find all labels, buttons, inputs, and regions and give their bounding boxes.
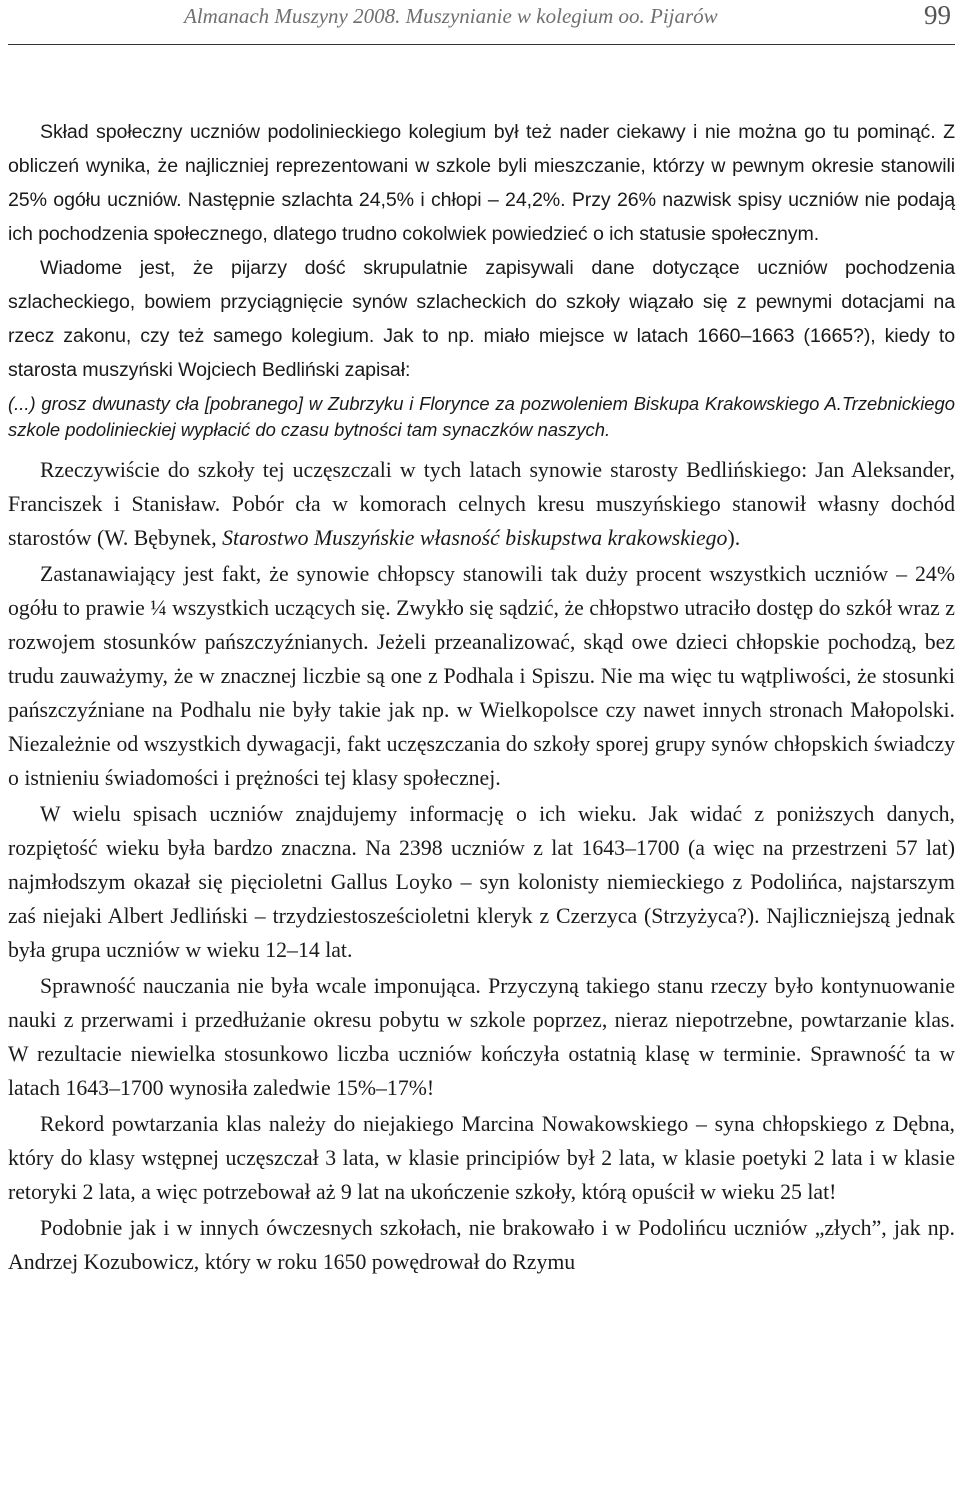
paragraph-social-composition: Skład społeczny uczniów podolinieckiego kolegium był też nader ciekawy i nie można go tu pominąć. Z obliczeń wynika, że najliczniej reprezentowani w szkole byli mieszczanie, którzy w pewnym okresie stanowili 25% ogółu uczniów. Następnie szlachta 24,5% i chłopi – 24,2%. Przy 26% nazwisk spisy uczniów nie podają ich pochodzenia społecznego, dlatego trudno cokolwiek powiedzieć o ich statusie społecznym. [8,121,955,245]
paragraph-bedlinski-sons-start: Rzeczywiście do szkoły tej uczęszczali w tych latach synowie starosty Bedlińskiego: Jan Aleksander, Franciszek i Stanisław. Pobór cła w komorach celnych kresu muszyńskiego stanowił własny dochód starostów (W. Bębynek, [8,458,955,550]
paragraph-bad-students: Podobnie jak i w innych ówczesnych szkołach, nie brakowało i w Podolińcu uczniów „złych”, jak np. Andrzej Kozubowicz, który w roku 1650 powędrował do Rzymu [8,1216,955,1274]
paragraph-peasant-sons: Zastanawiający jest fakt, że synowie chłopscy stanowili tak duży procent wszystkich uczniów – 24% ogółu to prawie ¼ wszystkich uczących się. Zwykło się sądzić, że chłopstwo utraciło dostęp do szkół wraz z rozwojem stosunków pańszczyźnianych. Jeżeli przeanalizować, skąd owe dzieci chłopskie pochodzą, bez trudu zauważymy, że w znacznej liczbie są one z Podhala i Spiszu. Nie ma więc tu wątpliwości, że stosunki pańszczyźniane na Podhalu nie były takie jak np. w Wielkopolsce czy nawet innych stronach Małopolski. Niezależnie od wszystkich dywagacji, fakt uczęszczania do szkoły sporej grupy synów chłopskich świadczy o istnieniu świadomości i prężności tej klasy społecznej. [8,562,955,790]
paragraph-student-age: W wielu spisach uczniów znajdujemy informację o ich wieku. Jak widać z poniższych danych, rozpiętość wieku była bardzo znaczna. Na 2398 uczniów z lat 1643–1700 (a więc na przestrzeni 57 lat) najmłodszym okazał się pięcioletni Gallus Loyko – syn kolonisty niemieckiego z Podolińca, najstarszym zaś niejaki Albert Jedliński – trzydziestosześcioletni kleryk z Czerzyca (Strzyżyca?). Najliczniejszą jednak była grupa uczniów w wieku 12–14 lat. [8,802,955,962]
running-header [8,0,955,45]
paragraph-noble-records: Wiadome jest, że pijarzy dość skrupulatnie zapisywali dane dotyczące uczniów pochodzenia szlacheckiego, bowiem przyciągnięcie synów szlacheckich do szkoły wiązało się z pewnymi dotacjami na rzecz zakonu, czy też samego kolegium. Jak to np. miało miejsce w latach 1660–1663 (1665?), kiedy to starosta muszyński Wojciech Bedliński zapisał: [8,257,955,381]
paragraph-repetition-record: Rekord powtarzania klas należy do niejakiego Marcina Nowakowskiego – syna chłopskiego z Dębna, który do klasy wstępnej uczęszczał 3 lata, w klasie principiów był 2 lata, w klasie poetyki 2 lata i w klasie retoryki 2 lata, a więc potrzebował aż 9 lat na ukończenie szkoły, którą opuścił w wieku 25 lat! [8,1112,955,1204]
header-title: Almanach Muszyny 2008. Muszynianie w kolegium oo. Pijarów [184,4,718,28]
paragraph-bedlinski-sons-end: ). [727,526,741,550]
paragraph-bedlinski-sons [8,453,955,555]
paragraph-teaching-efficiency: Sprawność nauczania nie była wcale imponująca. Przyczyną takiego stanu rzeczy było kontynuowanie nauki z przerwami i przedłużanie okresu pobytu w szkole poprzez, nieraz niepotrzebne, powtarzanie klas. W rezultacie niewielka stosunkowo liczba uczniów kończyła ostatnią klasę w terminie. Sprawność ta w latach 1643–1700 wynosiła zaledwie 15%–17%! [8,974,955,1100]
book-title: Starostwo Muszyńskie własność biskupstwa krakowskiego [222,526,728,550]
quote-bedlinski: (...) grosz dwunasty cła [pobranego] w Zubrzyku i Florynce za pozwoleniem Biskupa Krakowskiego A.Trzebnickiego szkole podolinieckiej wypłacić do czasu bytności tam synaczków naszych. [8,393,955,440]
document-page [8,0,955,1279]
page-number: 99 [924,0,951,30]
body-text [8,115,955,1279]
